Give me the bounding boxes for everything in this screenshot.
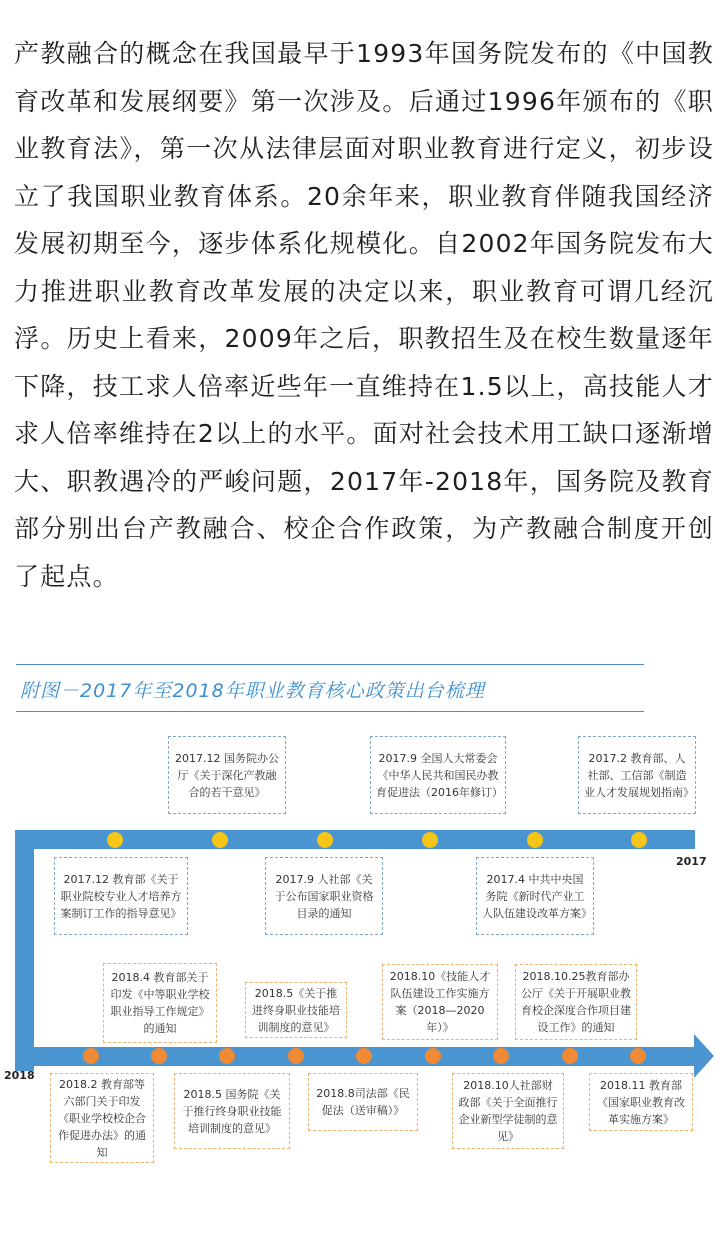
timeline-marker — [356, 1048, 372, 1064]
policy-box: 2018.10.25教育部办公厅《关于开展职业教育校企深度合作项目建设工作》的通知 — [515, 964, 637, 1040]
timeline-marker — [527, 832, 543, 848]
timeline-marker — [107, 832, 123, 848]
timeline-arrow-icon — [694, 1034, 714, 1078]
policy-box: 2018.5《关于推进终身职业技能培训制度的意见》 — [245, 982, 347, 1038]
policy-box: 2018.10人社部财政部《关于全面推行企业新型学徒制的意见》 — [452, 1073, 564, 1149]
year-label-2018: 2018 — [4, 1069, 35, 1082]
timeline-marker — [425, 1048, 441, 1064]
intro-paragraph: 产教融合的概念在我国最早于1993年国务院发布的《中国教育改革和发展纲要》第一次涉及。后通过1996年颁布的《职业教育法》，第一次从法律层面对职业教育进行定义，初步设立了我国职业教育体系。20余年来，职业教育伴随我国经济发展初期至今，逐步体系化规模化。自2002年国务院发布大力推进职业教育改革发展的决定以来，职业教育可谓几经沉浮。历史上看来，2009年之后，职教招生及在校生数量逐年下降，技工求人倍率近些年一直维持在1.5以上，高技能人才求人倍率维持在2以上的水平。面对社会技术用工缺口逐渐增大、职教遇冷的严峻问题，2017年-2018年，国务院及教育部分别出台产教融合、校企合作政策，为产教融合制度开创了起点。 — [14, 39, 714, 591]
policy-box: 2018.5 国务院《关于推行终身职业技能培训制度的意见》 — [174, 1073, 290, 1149]
policy-box: 2018.8司法部《民促法（送审稿）》 — [308, 1073, 418, 1131]
policy-box: 2017.9 全国人大常委会《中华人民共和国民办教育促进法（2016年修订） — [370, 736, 506, 814]
timeline-marker — [630, 1048, 646, 1064]
timeline-marker — [562, 1048, 578, 1064]
timeline-marker — [288, 1048, 304, 1064]
timeline-marker — [631, 832, 647, 848]
timeline-band-connector — [15, 830, 34, 1071]
policy-box: 2017.4 中共中央国务院《新时代产业工人队伍建设改革方案》 — [476, 857, 594, 935]
policy-box: 2018.10《技能人才队伍建设工作实施方案（2018—2020年）》 — [382, 964, 498, 1040]
policy-box: 2017.12 国务院办公厅《关于深化产教融合的若干意见》 — [168, 736, 286, 814]
timeline-marker — [212, 832, 228, 848]
policy-box: 2018.11 教育部《国家职业教育改革实施方案》 — [589, 1073, 693, 1131]
timeline-marker — [493, 1048, 509, 1064]
policy-box: 2018.2 教育部等六部门关于印发《职业学校校企合作促进办法》的通知 — [50, 1073, 154, 1163]
year-label-2017: 2017 — [676, 855, 707, 868]
timeline-marker — [422, 832, 438, 848]
timeline-marker — [151, 1048, 167, 1064]
policy-box: 2017.9 人社部《关于公布国家职业资格目录的通知 — [265, 857, 383, 935]
policy-box: 2017.12 教育部《关于职业院校专业人才培养方案制订工作的指导意见》 — [54, 857, 188, 935]
timeline-marker — [83, 1048, 99, 1064]
timeline-marker — [317, 832, 333, 848]
policy-box: 2018.4 教育部关于印发《中等职业学校职业指导工作规定》的通知 — [103, 963, 217, 1043]
figure-caption: 附图－2017年至2018年职业教育核心政策出台梳理 — [20, 680, 485, 702]
caption-top-rule — [16, 664, 644, 665]
caption-bottom-rule — [16, 711, 644, 712]
policy-box: 2017.2 教育部、人社部、工信部《制造业人才发展规划指南》 — [578, 736, 696, 814]
timeline-marker — [219, 1048, 235, 1064]
